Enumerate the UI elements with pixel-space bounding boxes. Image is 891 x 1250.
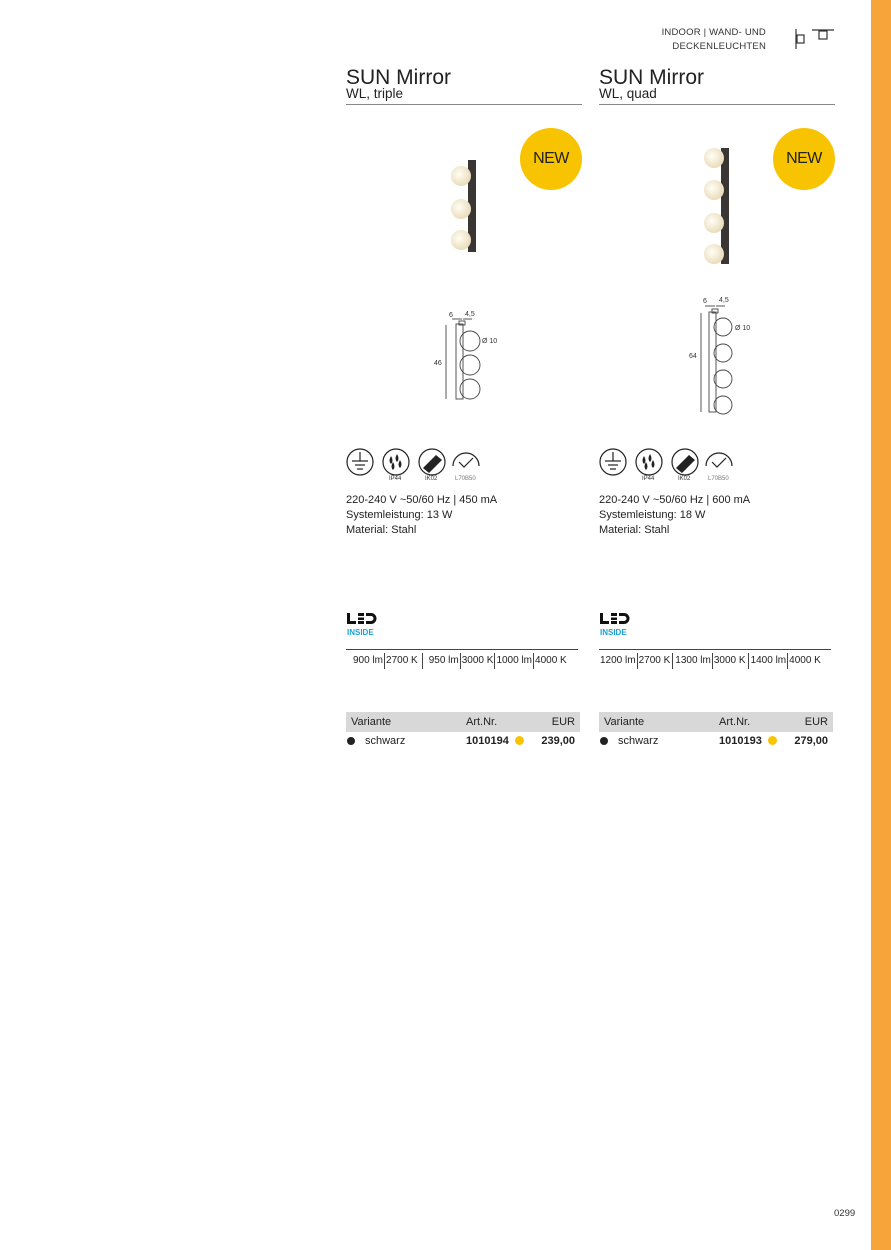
lumen-value: 1200 lm	[600, 655, 636, 666]
height-label: 46	[434, 360, 442, 367]
product-subtitle: WL, quad	[599, 87, 835, 105]
product-title: SUN Mirror	[346, 66, 451, 89]
ip-label: IP44	[389, 476, 402, 482]
width-label: 6	[703, 298, 707, 305]
led-inside-text: INSIDE	[600, 628, 627, 637]
table-header	[599, 712, 833, 732]
certification-icons	[346, 448, 486, 482]
col-art-nr: Art.Nr.	[466, 716, 498, 728]
diameter-label: Ø 10	[482, 338, 498, 345]
dimension-drawing	[426, 309, 506, 409]
spec-material: Material: Stahl	[599, 524, 670, 536]
variant-name: schwarz	[618, 735, 659, 747]
dimension-drawing	[679, 294, 759, 419]
wall-ceiling-lamp-icon	[790, 27, 838, 53]
certification-icons	[599, 448, 739, 482]
depth-label: 4,5	[465, 311, 475, 318]
spec-power: Systemleistung: 13 W	[346, 509, 453, 521]
new-badge: NEW	[520, 128, 582, 190]
col-art-nr: Art.Nr.	[719, 716, 751, 728]
color-temp: 4000 K	[535, 655, 567, 666]
ik-label: IK02	[425, 476, 438, 482]
product-column-triple	[346, 66, 582, 747]
led-inside-text: INSIDE	[347, 628, 374, 637]
category-header	[600, 26, 766, 54]
lifetime-gauge-icon	[706, 453, 732, 466]
lifetime-label: L70B50	[708, 476, 729, 482]
col-variant: Variante	[351, 716, 392, 728]
ik-label: IK02	[678, 476, 691, 482]
lumen-value: 900 lm	[353, 655, 384, 666]
spec-power: Systemleistung: 18 W	[599, 509, 706, 521]
product-column-quad	[599, 66, 835, 747]
color-temp: 2700 K	[386, 655, 418, 666]
new-status-dot	[768, 736, 777, 745]
height-label: 64	[689, 353, 697, 360]
lumen-value: 1400 lm	[750, 655, 787, 666]
product-photo	[699, 144, 739, 268]
table-row	[599, 732, 833, 750]
product-title: SUN Mirror	[599, 66, 704, 89]
spec-voltage: 220-240 V ~50/60 Hz | 450 mA	[346, 494, 498, 506]
ip44-drops-icon	[636, 449, 662, 475]
led-inside-logo	[346, 612, 378, 638]
col-eur: EUR	[551, 716, 575, 728]
orange-side-strip	[871, 0, 891, 1250]
black-color-dot	[347, 737, 355, 745]
width-label: 6	[449, 312, 453, 319]
variant-name: schwarz	[365, 735, 406, 747]
category-line-1: INDOOR | WAND- UND	[661, 27, 766, 38]
table-header	[346, 712, 580, 732]
variant-table	[599, 712, 833, 750]
color-temp: 3000 K	[713, 655, 746, 666]
lumen-value: 950 lm	[428, 655, 459, 666]
lumen-divider	[599, 649, 831, 650]
spec-text	[599, 493, 750, 538]
spec-text	[346, 493, 497, 538]
color-temp: 2700 K	[638, 655, 671, 666]
color-temp: 4000 K	[789, 655, 821, 666]
new-badge: NEW	[773, 128, 835, 190]
col-eur: EUR	[804, 716, 828, 728]
color-temp: 3000 K	[461, 655, 494, 666]
led-inside-logo	[599, 612, 631, 638]
product-photo	[446, 156, 486, 256]
col-variant: Variante	[604, 716, 645, 728]
price: 279,00	[794, 735, 828, 747]
lumen-value: 1000 lm	[496, 655, 533, 666]
ip-label: IP44	[642, 476, 655, 482]
diameter-label: Ø 10	[735, 325, 751, 332]
lifetime-gauge-icon	[453, 453, 479, 466]
table-row	[346, 732, 580, 750]
ip44-drops-icon	[383, 449, 409, 475]
page-number: 0299	[834, 1208, 856, 1219]
article-number: 1010193	[719, 735, 762, 747]
black-color-dot	[600, 737, 608, 745]
lumen-values	[599, 653, 836, 669]
depth-label: 4,5	[719, 297, 729, 304]
category-line-2: DECKENLEUCHTEN	[672, 41, 766, 52]
lumen-divider	[346, 649, 578, 650]
spec-voltage: 220-240 V ~50/60 Hz | 600 mA	[599, 494, 751, 506]
article-number: 1010194	[466, 735, 509, 747]
new-status-dot	[515, 736, 524, 745]
lumen-values	[346, 653, 589, 669]
lumen-value: 1300 lm	[675, 655, 711, 666]
product-subtitle: WL, triple	[346, 87, 582, 105]
lifetime-label: L70B50	[455, 476, 476, 482]
variant-table	[346, 712, 580, 750]
price: 239,00	[541, 735, 575, 747]
spec-material: Material: Stahl	[346, 524, 417, 536]
